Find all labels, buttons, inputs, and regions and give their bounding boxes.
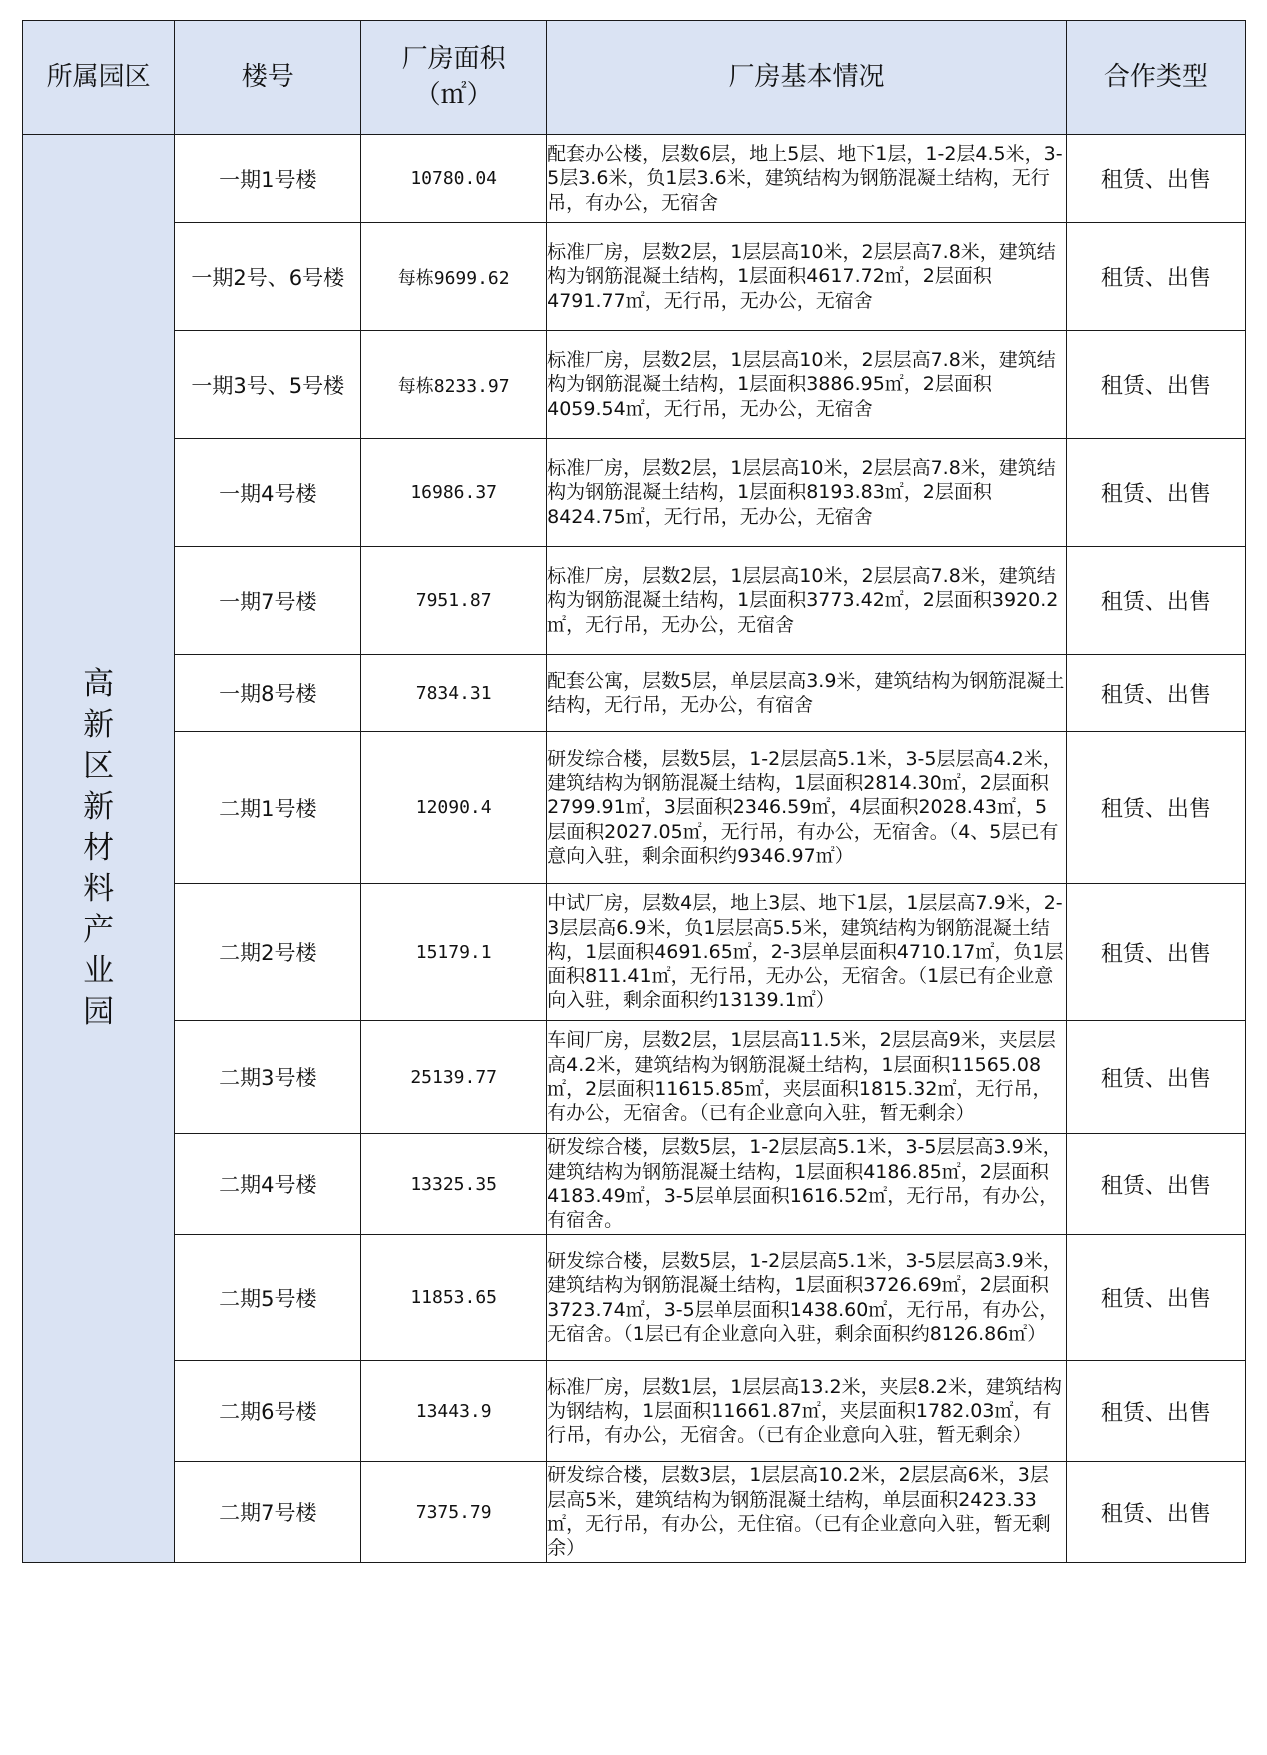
- building-cell: 一期1号楼: [175, 135, 361, 223]
- description-cell: 研发综合楼，层数5层，1-2层层高5.1米，3-5层层高4.2米，建筑结构为钢筋混凝土结构，1层面积2814.30㎡，2层面积2799.91㎡，3层面积2346.59㎡，4层面积2028.43㎡，5层面积2027.05㎡，无行吊，有办公，无宿舍。（4、5层已有意向入驻，剩余面积约9346.97㎡）: [547, 732, 1067, 884]
- cooperation-cell: 租赁、出售: [1066, 135, 1245, 223]
- building-cell: 二期1号楼: [175, 732, 361, 884]
- table-row: [23, 1021, 1246, 1134]
- area-cell: 7375.79: [361, 1462, 547, 1563]
- header-building: 楼号: [175, 21, 361, 135]
- cooperation-cell: 租赁、出售: [1066, 1021, 1245, 1134]
- area-cell: 13325.35: [361, 1134, 547, 1235]
- area-cell: 15179.1: [361, 884, 547, 1021]
- cooperation-cell: 租赁、出售: [1066, 331, 1245, 439]
- building-cell: 一期3号、5号楼: [175, 331, 361, 439]
- description-cell: 研发综合楼，层数5层，1-2层层高5.1米，3-5层层高3.9米，建筑结构为钢筋混凝土结构，1层面积3726.69㎡，2层面积3723.74㎡，3-5层单层面积1438.60㎡，无行吊，有办公，无宿舍。（1层已有企业意向入驻，剩余面积约8126.86㎡）: [547, 1235, 1067, 1361]
- header-description: 厂房基本情况: [547, 21, 1067, 135]
- table-row: [23, 547, 1246, 655]
- cooperation-cell: 租赁、出售: [1066, 1235, 1245, 1361]
- cooperation-cell: 租赁、出售: [1066, 655, 1245, 732]
- table-row: [23, 1361, 1246, 1462]
- table-row: [23, 223, 1246, 331]
- building-cell: 一期8号楼: [175, 655, 361, 732]
- table-row: [23, 1134, 1246, 1235]
- header-cooperation: 合作类型: [1066, 21, 1245, 135]
- header-row: [23, 21, 1246, 135]
- cooperation-cell: 租赁、出售: [1066, 439, 1245, 547]
- table-row: [23, 439, 1246, 547]
- area-cell: 每栋9699.62: [361, 223, 547, 331]
- cooperation-cell: 租赁、出售: [1066, 884, 1245, 1021]
- description-cell: 研发综合楼，层数3层，1层层高10.2米，2层层高6米，3层层高5米，建筑结构为钢筋混凝土结构，单层面积2423.33㎡，无行吊，有办公，无住宿。（已有企业意向入驻，暂无剩余）: [547, 1462, 1067, 1563]
- description-cell: 车间厂房，层数2层，1层层高11.5米，2层层高9米，夹层层高4.2米，建筑结构为钢筋混凝土结构，1层面积11565.08㎡，2层面积11615.85㎡，夹层面积1815.32㎡，无行吊，有办公，无宿舍。（已有企业意向入驻，暂无剩余）: [547, 1021, 1067, 1134]
- description-cell: 标准厂房，层数1层，1层层高13.2米，夹层8.2米，建筑结构为钢结构，1层面积11661.87㎡，夹层面积1782.03㎡，有行吊，有办公，无宿舍。（已有企业意向入驻，暂无剩余）: [547, 1361, 1067, 1462]
- cooperation-cell: 租赁、出售: [1066, 547, 1245, 655]
- description-cell: 标准厂房，层数2层，1层层高10米，2层层高7.8米，建筑结构为钢筋混凝土结构，1层面积3773.42㎡，2层面积3920.2㎡，无行吊，无办公，无宿舍: [547, 547, 1067, 655]
- table-row: [23, 331, 1246, 439]
- description-cell: 配套公寓，层数5层，单层层高3.9米，建筑结构为钢筋混凝土结构，无行吊，无办公，有宿舍: [547, 655, 1067, 732]
- table-row: [23, 1235, 1246, 1361]
- building-cell: 一期7号楼: [175, 547, 361, 655]
- area-cell: 7951.87: [361, 547, 547, 655]
- table-row: [23, 732, 1246, 884]
- cooperation-cell: 租赁、出售: [1066, 732, 1245, 884]
- building-cell: 二期2号楼: [175, 884, 361, 1021]
- area-cell: 10780.04: [361, 135, 547, 223]
- park-name: 高新区新材料产业园: [83, 666, 115, 1030]
- table-row: [23, 884, 1246, 1021]
- description-cell: 配套办公楼，层数6层，地上5层、地下1层，1-2层4.5米，3-5层3.6米，负1层3.6米，建筑结构为钢筋混凝土结构，无行吊，有办公，无宿舍: [547, 135, 1067, 223]
- area-cell: 25139.77: [361, 1021, 547, 1134]
- building-cell: 一期4号楼: [175, 439, 361, 547]
- table-row: [23, 1462, 1246, 1563]
- factory-listing-table: [22, 20, 1246, 1563]
- building-cell: 二期6号楼: [175, 1361, 361, 1462]
- description-cell: 中试厂房，层数4层，地上3层、地下1层，1层层高7.9米，2-3层层高6.9米，负1层层高5.5米，建筑结构为钢筋混凝土结构，1层面积4691.65㎡，2-3层单层面积4710.17㎡，负1层面积811.41㎡，无行吊，无办公，无宿舍。（1层已有企业意向入驻，剩余面积约13139.1㎡）: [547, 884, 1067, 1021]
- park-name-cell: [23, 135, 175, 1563]
- area-cell: 13443.9: [361, 1361, 547, 1462]
- cooperation-cell: 租赁、出售: [1066, 1361, 1245, 1462]
- area-cell: 7834.31: [361, 655, 547, 732]
- table-row: [23, 655, 1246, 732]
- building-cell: 二期7号楼: [175, 1462, 361, 1563]
- building-cell: 二期4号楼: [175, 1134, 361, 1235]
- building-cell: 二期5号楼: [175, 1235, 361, 1361]
- header-area: 厂房面积（㎡）: [361, 21, 547, 135]
- cooperation-cell: 租赁、出售: [1066, 1134, 1245, 1235]
- description-cell: 标准厂房，层数2层，1层层高10米，2层层高7.8米，建筑结构为钢筋混凝土结构，1层面积4617.72㎡，2层面积4791.77㎡，无行吊，无办公，无宿舍: [547, 223, 1067, 331]
- cooperation-cell: 租赁、出售: [1066, 223, 1245, 331]
- description-cell: 研发综合楼，层数5层，1-2层层高5.1米，3-5层层高3.9米，建筑结构为钢筋混凝土结构，1层面积4186.85㎡，2层面积4183.49㎡，3-5层单层面积1616.52㎡，无行吊，有办公，有宿舍。: [547, 1134, 1067, 1235]
- table-row: [23, 135, 1246, 223]
- description-cell: 标准厂房，层数2层，1层层高10米，2层层高7.8米，建筑结构为钢筋混凝土结构，1层面积3886.95㎡，2层面积4059.54㎡，无行吊，无办公，无宿舍: [547, 331, 1067, 439]
- building-cell: 二期3号楼: [175, 1021, 361, 1134]
- description-cell: 标准厂房，层数2层，1层层高10米，2层层高7.8米，建筑结构为钢筋混凝土结构，1层面积8193.83㎡，2层面积8424.75㎡，无行吊，无办公，无宿舍: [547, 439, 1067, 547]
- area-cell: 每栋8233.97: [361, 331, 547, 439]
- area-cell: 12090.4: [361, 732, 547, 884]
- area-cell: 16986.37: [361, 439, 547, 547]
- area-cell: 11853.65: [361, 1235, 547, 1361]
- cooperation-cell: 租赁、出售: [1066, 1462, 1245, 1563]
- header-park: 所属园区: [23, 21, 175, 135]
- building-cell: 一期2号、6号楼: [175, 223, 361, 331]
